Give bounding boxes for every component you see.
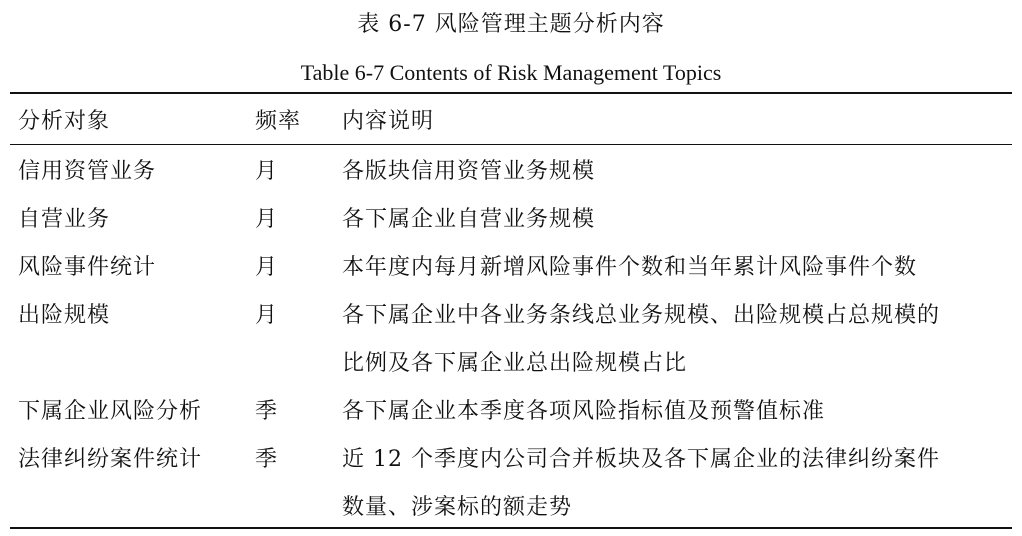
cell-description bbox=[342, 196, 1012, 244]
cell-frequency: 季 bbox=[255, 399, 279, 424]
header-frequency: 频率 bbox=[255, 109, 302, 134]
description-line: 各下属企业本季度各项风险指标值及预警值标准 bbox=[342, 399, 826, 424]
cell-frequency: 月 bbox=[255, 159, 279, 184]
table-bottom-rule bbox=[10, 527, 1012, 529]
cell-frequency: 月 bbox=[255, 303, 279, 328]
cell-analysis-object: 信用资管业务 bbox=[18, 159, 157, 184]
description-line: 比例及各下属企业总出险规模占比 bbox=[342, 351, 688, 376]
cell-description bbox=[342, 436, 1012, 532]
description-line: 近 12 个季度内公司合并板块及各下属企业的法律纠纷案件 bbox=[342, 447, 940, 472]
table-caption-english: Table 6-7 Contents of Risk Management Topics bbox=[300, 60, 722, 85]
cell-description bbox=[342, 244, 1012, 292]
cell-frequency: 季 bbox=[255, 447, 279, 472]
cell-frequency: 月 bbox=[255, 207, 279, 232]
description-line: 本年度内每月新增风险事件个数和当年累计风险事件个数 bbox=[342, 255, 918, 280]
cell-analysis-object: 法律纠纷案件统计 bbox=[18, 447, 203, 472]
description-line: 数量、涉案标的额走势 bbox=[342, 495, 573, 520]
cell-analysis-object: 风险事件统计 bbox=[18, 255, 157, 280]
header-analysis-object: 分析对象 bbox=[18, 109, 111, 134]
description-line: 各下属企业中各业务条线总业务规模、出险规模占总规模的 bbox=[342, 303, 941, 328]
cell-description bbox=[342, 388, 1012, 436]
cell-description bbox=[342, 148, 1012, 196]
cell-description bbox=[342, 292, 1012, 388]
header-description: 内容说明 bbox=[342, 109, 435, 134]
table-header-rule bbox=[10, 144, 1012, 145]
cell-analysis-object: 下属企业风险分析 bbox=[18, 399, 203, 424]
cell-analysis-object: 自营业务 bbox=[18, 207, 111, 232]
description-line: 各下属企业自营业务规模 bbox=[342, 207, 596, 232]
description-line: 各版块信用资管业务规模 bbox=[342, 159, 596, 184]
table-caption-chinese: 表 6-7 风险管理主题分析内容 bbox=[357, 12, 665, 37]
cell-analysis-object: 出险规模 bbox=[18, 303, 111, 328]
cell-frequency: 月 bbox=[255, 255, 279, 280]
table-top-rule bbox=[10, 92, 1012, 94]
